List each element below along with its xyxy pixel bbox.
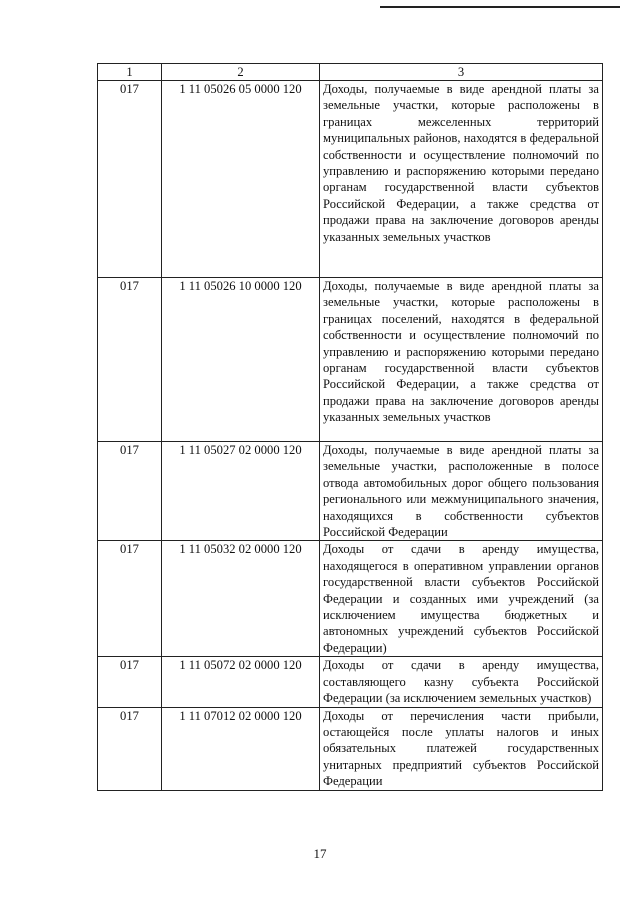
kbk-code-cell: 1 11 05026 10 0000 120 bbox=[162, 278, 320, 442]
admin-code-cell: 017 bbox=[98, 442, 162, 541]
table-row bbox=[98, 442, 603, 541]
admin-code-cell: 017 bbox=[98, 541, 162, 657]
table-row bbox=[98, 707, 603, 790]
admin-code-cell: 017 bbox=[98, 657, 162, 707]
table-row bbox=[98, 278, 603, 442]
kbk-code-cell: 1 11 05027 02 0000 120 bbox=[162, 442, 320, 541]
page-number: 17 bbox=[313, 846, 327, 861]
table-row bbox=[98, 81, 603, 278]
kbk-code-cell: 1 11 07012 02 0000 120 bbox=[162, 707, 320, 790]
description-cell: Доходы, получаемые в виде арендной платы за земельные участки, расположенные в полосе отвода автомобильных дорог общего пользования регионального или межмуниципального значения, находящихся в собственности субъектов Российской Федерации bbox=[320, 442, 603, 541]
description-cell: Доходы, получаемые в виде арендной платы за земельные участки, которые расположены в границах межселенных территорий муниципальных районов, находятся в федеральной собственности и осуществление полномочий по управлению и распоряжению которыми передано органам государственной власти субъектов Российской Федерации, а также средства от продажи права на заключение договоров аренды указанных земельных участков bbox=[320, 81, 603, 278]
description-cell: Доходы от сдачи в аренду имущества, находящегося в оперативном управлении органов государственной власти субъектов Российской Федерации и созданных ими учреждений (за исключением имущества бюджетных и автономных учреждений субъектов Российской Федерации) bbox=[320, 541, 603, 657]
table-row bbox=[98, 657, 603, 707]
top-rule bbox=[380, 6, 620, 8]
table-header-row bbox=[98, 64, 603, 81]
admin-code-cell: 017 bbox=[98, 81, 162, 278]
header-col-1: 1 bbox=[98, 64, 162, 81]
admin-code-cell: 017 bbox=[98, 707, 162, 790]
header-col-2: 2 bbox=[162, 64, 320, 81]
description-cell: Доходы от сдачи в аренду имущества, составляющего казну субъекта Российской Федерации (за исключением земельных участков) bbox=[320, 657, 603, 707]
admin-code-cell: 017 bbox=[98, 278, 162, 442]
header-col-3: 3 bbox=[320, 64, 603, 81]
description-cell: Доходы от перечисления части прибыли, остающейся после уплаты налогов и иных обязательных платежей государственных унитарных предприятий субъектов Российской Федерации bbox=[320, 707, 603, 790]
table-row bbox=[98, 541, 603, 657]
kbk-code-cell: 1 11 05026 05 0000 120 bbox=[162, 81, 320, 278]
description-cell: Доходы, получаемые в виде арендной платы за земельные участки, которые расположены в границах поселений, находятся в федеральной собственности и осуществление полномочий по управлению и распоряжению которыми передано органам государственной власти субъектов Российской Федерации, а также средства от продажи права на заключение договоров аренды указанных земельных участков bbox=[320, 278, 603, 442]
revenue-codes-table bbox=[97, 63, 603, 791]
kbk-code-cell: 1 11 05032 02 0000 120 bbox=[162, 541, 320, 657]
kbk-code-cell: 1 11 05072 02 0000 120 bbox=[162, 657, 320, 707]
